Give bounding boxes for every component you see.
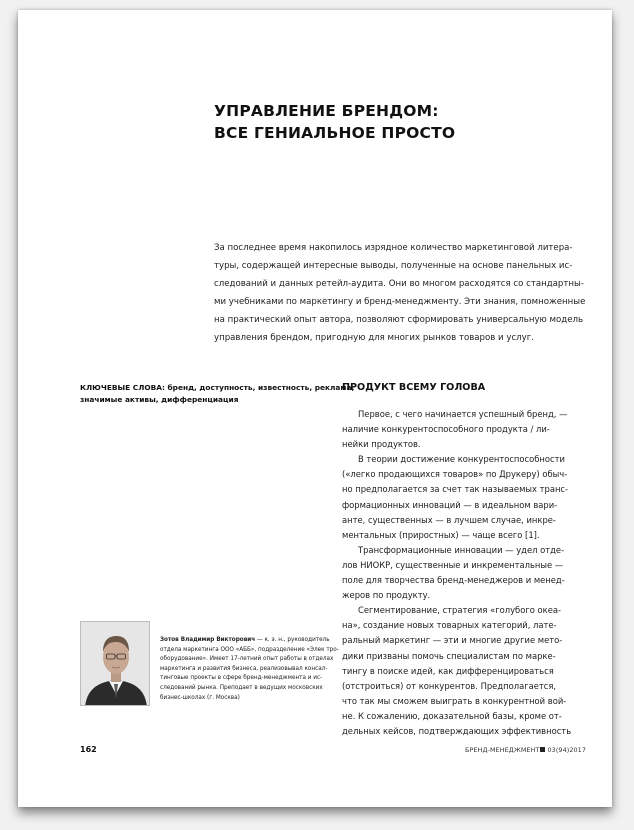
abstract-line: ми учебниками по маркетингу и бренд-менеджменту. Эти знания, помноженные [214,297,586,307]
abstract-line: За последнее время накопилось изрядное количество маркетинговой литера- [214,243,573,253]
article-title [214,100,574,144]
section-body-text [342,407,590,739]
body-text-line: Трансформационные инновации — удел отде- [358,544,565,555]
author-photo [80,621,150,706]
keywords-line-1: КЛЮЧЕВЫЕ СЛОВА: бренд, доступность, известность, реклама, [80,383,355,392]
author-bio-line: тинговые проекты в сфере бренд-менеджмента и ис- [160,675,323,682]
article-abstract [214,239,586,347]
body-text-line: («легко продающихся товаров» по Друкеру) обыч- [342,469,568,480]
article-title-line-2: ВСЕ ГЕНИАЛЬНОЕ ПРОСТО [214,124,456,142]
author-bio-line: — к. э. н., руководитель [255,637,330,643]
body-text-line: В теории достижение конкурентоспособности [358,454,565,465]
author-portrait-image [81,622,150,706]
journal-page [18,10,612,807]
body-text-line: анте, существенных — в лучшем случае, инкре- [342,514,556,525]
author-bio-line: оборудование». Имеет 17-летний опыт работы в отделах [160,656,334,663]
article-title-line-1: УПРАВЛЕНИЕ БРЕНДОМ: [214,102,439,120]
body-text-line: дельных кейсов, подтверждающих эффективность [342,725,572,736]
body-text-line: на», создание новых товарных категорий, лате- [342,620,557,631]
square-bullet-icon [540,747,545,752]
body-text-line: ральный маркетинг — эти и многие другие мето- [342,635,563,646]
author-name: Зотов Владимир Викторович [160,637,256,643]
body-text-line: не. К сожалению, доказательной базы, кроме от- [342,710,562,721]
body-text-line: поле для творчества бренд-менеджеров и менед- [342,575,565,586]
abstract-line: на практический опыт автора, позволяют сформировать универсальную модель [214,315,584,325]
journal-issue: 03(94)2017 [547,746,586,754]
abstract-line: управления брендом, пригодную для многих рынков товаров и услуг. [214,333,534,343]
body-text-line: жеров по продукту. [342,590,431,601]
author-bio [160,636,340,703]
body-text-line: Первое, с чего начинается успешный бренд, — [358,409,568,419]
body-text-line: Сегментирование, стратегия «голубого океа- [358,605,561,616]
author-bio-line: следований рынка. Преподает в ведущих московских [160,684,323,691]
journal-running-footer [465,746,586,754]
keywords-block [80,382,355,405]
body-text-line: ментальных (приростных) — чаще всего [1]. [342,529,540,540]
author-bio-line: отдела маркетинга ООО «АББ», подразделение «Элек тро- [160,646,339,653]
body-text-line: но предполагается за счет так называемых транс- [342,484,569,495]
body-text-line: нейки продуктов. [342,439,421,450]
author-bio-line: бизнес-школах (г. Москва) [160,694,240,701]
body-text-line: дики призваны помочь специалистам по марке- [342,650,556,661]
abstract-line: туры, содержащей интересные выводы, полученные на основе панельных ис- [214,261,573,271]
journal-name: БРЕНД-МЕНЕДЖМЕНТ [464,746,540,754]
body-text-line: что так мы сможем выиграть в конкурентной вой- [342,695,567,706]
author-bio-line: маркетинга и развития бизнеса, реализовывал консал- [160,665,328,672]
body-text-line: тингу в поиске идей, как дифференцироваться [342,665,554,676]
section-heading: ПРОДУКТ ВСЕМУ ГОЛОВА [342,382,486,393]
body-text-line: наличие конкурентоспособного продукта / ли- [342,424,550,435]
abstract-line: следований и данных ретейл-аудита. Они во многом расходятся со стандартны- [214,279,584,289]
body-text-line: (отстроиться) от конкурентов. Предполагается, [342,680,557,691]
keywords-line-2: значимые активы, дифференциация [80,394,239,404]
page-number: 162 [80,745,97,754]
body-text-line: лов НИОКР, существенные и инкрементальные — [342,559,564,570]
body-text-line: формационных инноваций — в идеальном вари- [342,499,558,510]
